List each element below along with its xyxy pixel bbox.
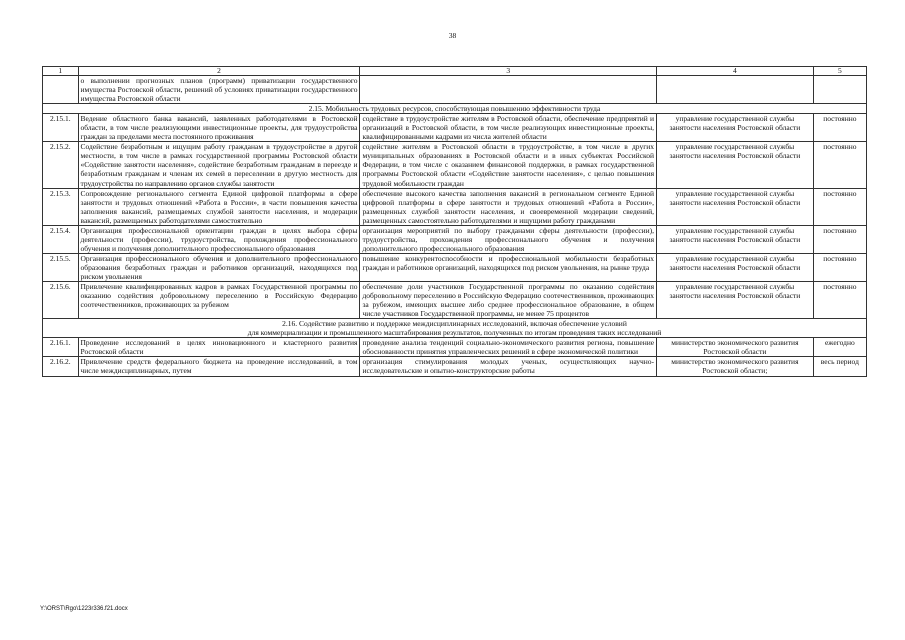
row-number: 2.15.4.	[43, 225, 79, 253]
table-row	[43, 114, 867, 142]
term-cell: весь период	[813, 357, 866, 376]
row-number: 2.16.1.	[43, 338, 79, 357]
column-number-1: 1	[43, 67, 79, 76]
file-path-footer: Y:\ORST\Rgo\1223r336.f21.docx	[40, 606, 128, 612]
row-number	[43, 76, 79, 104]
responsible-cell: министерство экономического развития Ростовской области	[657, 338, 814, 357]
table-row	[43, 142, 867, 188]
table-row	[43, 338, 867, 357]
page-number: 38	[448, 31, 457, 40]
result-cell: организация стимулирования молодых ученых, осуществляющих научно-исследовательские и опытно-конструкторские работы	[360, 357, 657, 376]
table-row	[43, 225, 867, 253]
term-cell: ежегодно	[813, 338, 866, 357]
responsible-cell: управление государственной службы занятости населения Ростовской области	[657, 142, 814, 188]
measure-cell: Организация профессионального обучения и дополнительного профессионального образования безработных граждан и работников организаций, находящихся под риском увольнения	[78, 253, 360, 281]
table-row	[43, 357, 867, 376]
result-cell: содействие жителям в Ростовской области в трудоустройстве, в том числе в других муниципальных образованиях в Ростовской области и в иных субъектах Российской Федерации, в том числе с оказанием финансовой поддержки, в рамках государственной программы Ростовской области «Содействие занятости населения», с целью повышения трудовой мобильности граждан	[360, 142, 657, 188]
section-heading-line: 2.16. Содействие развитию и поддержке междисциплинарных исследований, включая обеспечение условий	[282, 319, 627, 329]
measure-cell: Привлечение средств федерального бюджета на проведение исследований, в том числе междисциплинарных, путем	[78, 357, 360, 376]
row-number: 2.15.1.	[43, 114, 79, 142]
row-number: 2.15.3.	[43, 188, 79, 225]
measure-cell: Ведение областного банка вакансий, заявленных работодателями в Ростовской области, в том числе реализующими инвестиционные проекты, для трудоустройства граждан за пределами места постоянного проживания	[78, 114, 360, 142]
column-number-5: 5	[813, 67, 866, 76]
table-row	[43, 76, 867, 104]
term-cell: постоянно	[813, 188, 866, 225]
column-number-4: 4	[657, 67, 814, 76]
term-cell: постоянно	[813, 114, 866, 142]
responsible-cell: управление государственной службы занятости населения Ростовской области	[657, 114, 814, 142]
measure-cell: Проведение исследований в целях инновационного и кластерного развития Ростовской области	[78, 338, 360, 357]
measure-cell: о выполнении прогнозных планов (программ) приватизации государственного имущества Ростовской области, решений об условиях приватизации государственного имущества Ростовской области	[78, 76, 360, 104]
section-heading-row	[43, 319, 867, 338]
result-cell: обеспечение высокого качества заполнения вакансий в региональном сегменте Единой цифровой платформы в сфере занятости и трудовых отношений «Работа в России», размещенных службой занятости населения, и своевременной модерации сведений, размещенных самостоятельно работодателями и ищущими работу гражданами	[360, 188, 657, 225]
responsible-cell: министерство экономического развития Ростовской области;	[657, 357, 814, 376]
term-cell: постоянно	[813, 142, 866, 188]
row-number: 2.16.2.	[43, 357, 79, 376]
column-number-2: 2	[78, 67, 360, 76]
measure-cell: Сопровождение регионального сегмента Единой цифровой платформы в сфере занятости и трудовых отношений «Работа в России», в части повышения качества заполнения вакансий, размещаемых службой занятости населения, и модерации вакансий, размещаемых работодателями самостоятельно	[78, 188, 360, 225]
responsible-cell: управление государственной службы занятости населения Ростовской области	[657, 188, 814, 225]
result-cell: проведение анализа тенденций социально-экономического развития региона, повышение обоснованности принятия управленческих решений в сфере экономической политики	[360, 338, 657, 357]
measure-cell: Содействие безработным и ищущим работу гражданам в трудоустройстве в другой местности, в том числе в рамках государственной программы Ростовской области «Содействие занятости населения», содействие безработным гражданам в переезде и безработным гражданам и членам их семей в переселении в другую местность для трудоустройства по направлению органов службы занятости	[78, 142, 360, 188]
responsible-cell	[657, 76, 814, 104]
row-number: 2.15.5.	[43, 253, 79, 281]
responsible-cell: управление государственной службы занятости населения Ростовской области	[657, 225, 814, 253]
row-number: 2.15.6.	[43, 282, 79, 319]
table-row	[43, 282, 867, 319]
result-cell: повышение конкурентоспособности и профессиональной мобильности безработных граждан и работников организаций, находящихся под риском увольнения, на рынке труда	[360, 253, 657, 281]
measure-cell: Организация профессиональной ориентации граждан в целях выбора сферы деятельности (профессии), трудоустройства, прохождения профессионального обучения и получения дополнительного профессионального образования	[78, 225, 360, 253]
result-cell: обеспечение доли участников Государственной программы по оказанию содействия добровольному переселению в Российскую Федерацию соотечественников, проживающих за рубежом, имеющих высшее либо среднее профессиональное образование, в общем числе участников Государственной программы, не менее 75 процентов	[360, 282, 657, 319]
section-heading-line: для коммерциализации и промышленного масштабирования результатов, полученных по итогам проведения таких исследований	[247, 328, 662, 338]
term-cell: постоянно	[813, 282, 866, 319]
result-cell: содействие в трудоустройстве жителям в Ростовской области, обеспечение предприятий и организаций в Ростовской области, в том числе реализующих инвестиционные проекты, квалифицированными кадрами из числа жителей области	[360, 114, 657, 142]
plan-table	[42, 66, 867, 377]
responsible-cell: управление государственной службы занятости населения Ростовской области	[657, 282, 814, 319]
column-number-row	[43, 67, 867, 76]
table-row	[43, 253, 867, 281]
result-cell	[360, 76, 657, 104]
result-cell: организация мероприятий по выбору гражданами сферы деятельности (профессии), трудоустройства, прохождения профессионального обучения и получения дополнительного профессионального образования	[360, 225, 657, 253]
term-cell: постоянно	[813, 225, 866, 253]
responsible-cell: управление государственной службы занятости населения Ростовской области	[657, 253, 814, 281]
measure-cell: Привлечение квалифицированных кадров в рамках Государственной программы по оказанию содействия добровольному переселению в Российскую Федерацию соотечественников, проживающих за рубежом	[78, 282, 360, 319]
section-heading-2-16	[43, 319, 867, 338]
section-heading-2-15: 2.15. Мобильность трудовых ресурсов, способствующая повышению эффективности труда	[43, 104, 867, 114]
row-number: 2.15.2.	[43, 142, 79, 188]
term-cell	[813, 76, 866, 104]
section-heading-row	[43, 104, 867, 114]
table-row	[43, 188, 867, 225]
column-number-3: 3	[360, 67, 657, 76]
term-cell: постоянно	[813, 253, 866, 281]
